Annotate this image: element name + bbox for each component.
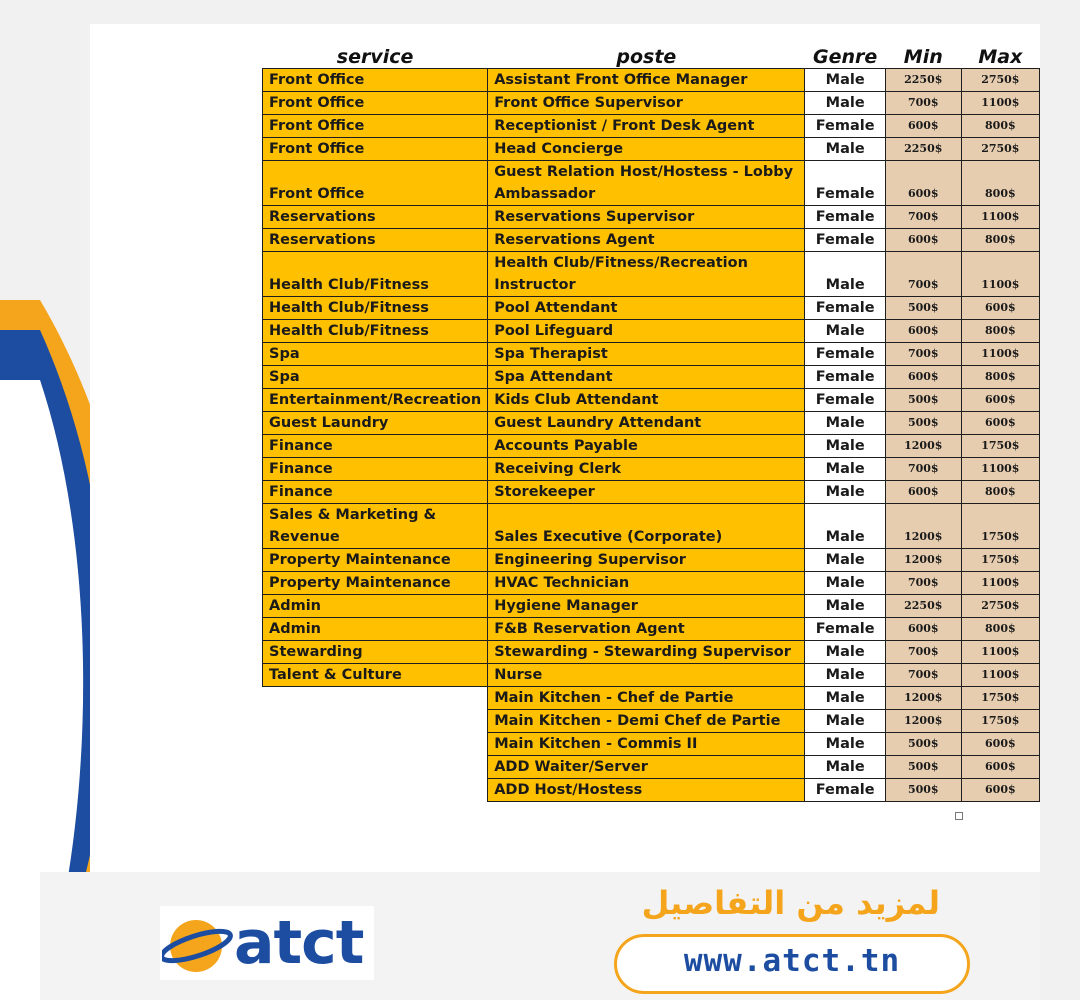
cell-max: 2750$ (961, 138, 1039, 161)
table-row (263, 320, 1040, 343)
cell-min: 1200$ (885, 687, 961, 710)
cell-min: 700$ (885, 252, 961, 297)
cell-genre: Female (805, 343, 885, 366)
cell-genre: Male (805, 138, 885, 161)
cell-max: 600$ (961, 412, 1039, 435)
cell-max: 600$ (961, 756, 1039, 779)
cell-max: 600$ (961, 297, 1039, 320)
cell-service: Health Club/Fitness (263, 320, 488, 343)
cell-min: 600$ (885, 366, 961, 389)
table-row (263, 779, 1040, 802)
cell-max: 2750$ (961, 595, 1039, 618)
cell-genre: Male (805, 458, 885, 481)
cell-max: 1100$ (961, 572, 1039, 595)
cell-poste: Main Kitchen - Chef de Partie (488, 687, 805, 710)
cell-min: 500$ (885, 389, 961, 412)
table-row (263, 664, 1040, 687)
cell-max: 800$ (961, 366, 1039, 389)
cell-max: 1100$ (961, 458, 1039, 481)
cell-min: 2250$ (885, 69, 961, 92)
cell-poste: Main Kitchen - Demi Chef de Partie (488, 710, 805, 733)
cell-poste: Guest Laundry Attendant (488, 412, 805, 435)
cell-service: Finance (263, 481, 488, 504)
cell-genre: Female (805, 206, 885, 229)
cell-min: 600$ (885, 161, 961, 206)
header-service: service (336, 46, 414, 68)
cell-genre: Male (805, 572, 885, 595)
cell-poste: Sales Executive (Corporate) (488, 504, 805, 549)
cell-genre: Female (805, 161, 885, 206)
cell-max: 1750$ (961, 435, 1039, 458)
cell-service: Entertainment/Recreation (263, 389, 488, 412)
cell-min: 600$ (885, 618, 961, 641)
cell-min: 700$ (885, 458, 961, 481)
cell-poste: Storekeeper (488, 481, 805, 504)
cell-poste: Guest Relation Host/Hostess - Lobby Ambassador (488, 161, 805, 206)
table-row (263, 92, 1040, 115)
cell-service-empty (263, 779, 488, 802)
table-header-row (263, 44, 1040, 69)
cell-genre: Male (805, 756, 885, 779)
cell-genre: Male (805, 435, 885, 458)
table-row (263, 756, 1040, 779)
cell-min: 1200$ (885, 549, 961, 572)
cell-poste: Main Kitchen - Commis II (488, 733, 805, 756)
table-row (263, 435, 1040, 458)
cell-service: Front Office (263, 115, 488, 138)
cell-service: Guest Laundry (263, 412, 488, 435)
logo-wordmark: atct (234, 908, 364, 978)
cell-min: 700$ (885, 572, 961, 595)
cell-min: 500$ (885, 297, 961, 320)
cell-service: Health Club/Fitness (263, 252, 488, 297)
table-row (263, 641, 1040, 664)
cell-poste: Engineering Supervisor (488, 549, 805, 572)
table-row (263, 412, 1040, 435)
cell-genre: Male (805, 549, 885, 572)
table-row (263, 595, 1040, 618)
cell-max: 1100$ (961, 92, 1039, 115)
table-row (263, 618, 1040, 641)
cell-genre: Male (805, 687, 885, 710)
table-row (263, 481, 1040, 504)
cell-service: Finance (263, 458, 488, 481)
cell-min: 500$ (885, 412, 961, 435)
cell-max: 800$ (961, 161, 1039, 206)
website-link[interactable] (614, 934, 970, 994)
cell-service: Health Club/Fitness (263, 297, 488, 320)
header-genre: Genre (813, 46, 878, 68)
cell-service-empty (263, 710, 488, 733)
cell-poste: Spa Therapist (488, 343, 805, 366)
cell-min: 500$ (885, 756, 961, 779)
more-details-text: لمزيد من التفاصيل (641, 884, 940, 922)
cell-genre: Male (805, 412, 885, 435)
cell-max: 1100$ (961, 664, 1039, 687)
cell-min: 700$ (885, 641, 961, 664)
table-row (263, 504, 1040, 549)
cell-poste: Pool Lifeguard (488, 320, 805, 343)
cell-genre: Female (805, 297, 885, 320)
cell-genre: Male (805, 733, 885, 756)
cell-min: 1200$ (885, 435, 961, 458)
website-url[interactable]: www.atct.tn (683, 943, 901, 979)
cell-service: Property Maintenance (263, 549, 488, 572)
cell-max: 800$ (961, 320, 1039, 343)
cell-genre: Male (805, 92, 885, 115)
table-row (263, 572, 1040, 595)
cell-poste: Reservations Supervisor (488, 206, 805, 229)
spreadsheet-sheet (90, 24, 1040, 874)
cell-service: Sales & Marketing & Revenue (263, 504, 488, 549)
cell-max: 1750$ (961, 549, 1039, 572)
table-row (263, 733, 1040, 756)
cell-min: 700$ (885, 343, 961, 366)
cell-poste: Hygiene Manager (488, 595, 805, 618)
table-row (263, 69, 1040, 92)
cell-service: Admin (263, 595, 488, 618)
cell-max: 1100$ (961, 252, 1039, 297)
cell-genre: Male (805, 664, 885, 687)
header-poste: poste (616, 46, 677, 68)
cell-max: 1750$ (961, 687, 1039, 710)
cell-max: 600$ (961, 733, 1039, 756)
table-row (263, 710, 1040, 733)
cell-min: 600$ (885, 320, 961, 343)
globe-icon (162, 906, 236, 980)
table-row (263, 549, 1040, 572)
cell-service: Reservations (263, 229, 488, 252)
table-row (263, 115, 1040, 138)
cell-max: 2750$ (961, 69, 1039, 92)
cell-max: 800$ (961, 618, 1039, 641)
cell-min: 2250$ (885, 138, 961, 161)
cell-genre: Female (805, 779, 885, 802)
table-row (263, 389, 1040, 412)
cell-poste: Head Concierge (488, 138, 805, 161)
cell-genre: Male (805, 252, 885, 297)
cell-max: 1750$ (961, 710, 1039, 733)
cell-genre: Male (805, 595, 885, 618)
cell-min: 700$ (885, 92, 961, 115)
cell-genre: Female (805, 389, 885, 412)
cell-service: Spa (263, 343, 488, 366)
cell-poste: Pool Attendant (488, 297, 805, 320)
cell-poste: Stewarding - Stewarding Supervisor (488, 641, 805, 664)
cell-poste: Accounts Payable (488, 435, 805, 458)
cell-poste: HVAC Technician (488, 572, 805, 595)
cell-min: 600$ (885, 481, 961, 504)
cell-genre: Female (805, 618, 885, 641)
cell-genre: Female (805, 366, 885, 389)
cell-poste: Nurse (488, 664, 805, 687)
cell-poste: Kids Club Attendant (488, 389, 805, 412)
header-max: Max (978, 46, 1023, 68)
cell-service: Property Maintenance (263, 572, 488, 595)
cell-service: Admin (263, 618, 488, 641)
cell-max: 800$ (961, 229, 1039, 252)
table-row (263, 366, 1040, 389)
cell-min: 500$ (885, 779, 961, 802)
table-row (263, 206, 1040, 229)
table-row (263, 229, 1040, 252)
cell-max: 1100$ (961, 206, 1039, 229)
cell-min: 2250$ (885, 595, 961, 618)
cell-max: 600$ (961, 389, 1039, 412)
cell-max: 800$ (961, 481, 1039, 504)
cell-genre: Female (805, 229, 885, 252)
cell-poste: Health Club/Fitness/Recreation Instructor (488, 252, 805, 297)
cell-service: Spa (263, 366, 488, 389)
cell-min: 1200$ (885, 504, 961, 549)
cell-service: Finance (263, 435, 488, 458)
cell-poste: Receiving Clerk (488, 458, 805, 481)
cell-min: 700$ (885, 206, 961, 229)
table-resize-handle[interactable] (955, 812, 963, 820)
cell-max: 1750$ (961, 504, 1039, 549)
cell-service: Front Office (263, 92, 488, 115)
cell-min: 700$ (885, 664, 961, 687)
cell-service: Front Office (263, 138, 488, 161)
cell-poste: Spa Attendant (488, 366, 805, 389)
cell-min: 500$ (885, 733, 961, 756)
cell-genre: Male (805, 69, 885, 92)
cell-genre: Male (805, 504, 885, 549)
cell-poste: Receptionist / Front Desk Agent (488, 115, 805, 138)
table-row (263, 687, 1040, 710)
header-min: Min (903, 46, 943, 68)
cell-genre: Male (805, 481, 885, 504)
cell-service-empty (263, 756, 488, 779)
cell-poste: Front Office Supervisor (488, 92, 805, 115)
cell-genre: Female (805, 115, 885, 138)
cell-service: Reservations (263, 206, 488, 229)
atct-logo (160, 906, 374, 980)
cell-poste: Reservations Agent (488, 229, 805, 252)
cell-poste: Assistant Front Office Manager (488, 69, 805, 92)
cell-service: Stewarding (263, 641, 488, 664)
table-row (263, 458, 1040, 481)
cell-genre: Male (805, 710, 885, 733)
cell-service-empty (263, 687, 488, 710)
table-row (263, 138, 1040, 161)
cell-service: Talent & Culture (263, 664, 488, 687)
cell-min: 1200$ (885, 710, 961, 733)
cell-max: 800$ (961, 115, 1039, 138)
table-row (263, 161, 1040, 206)
cell-poste: ADD Waiter/Server (488, 756, 805, 779)
cell-max: 1100$ (961, 641, 1039, 664)
cell-max: 1100$ (961, 343, 1039, 366)
table-row (263, 252, 1040, 297)
cell-min: 600$ (885, 229, 961, 252)
table-row (263, 343, 1040, 366)
table-row (263, 297, 1040, 320)
cell-service-empty (263, 733, 488, 756)
cell-max: 600$ (961, 779, 1039, 802)
cell-genre: Male (805, 320, 885, 343)
cell-service: Front Office (263, 69, 488, 92)
cell-genre: Male (805, 641, 885, 664)
jobs-table (262, 44, 1040, 802)
cell-service: Front Office (263, 161, 488, 206)
cell-poste: ADD Host/Hostess (488, 779, 805, 802)
cell-min: 600$ (885, 115, 961, 138)
cell-poste: F&B Reservation Agent (488, 618, 805, 641)
